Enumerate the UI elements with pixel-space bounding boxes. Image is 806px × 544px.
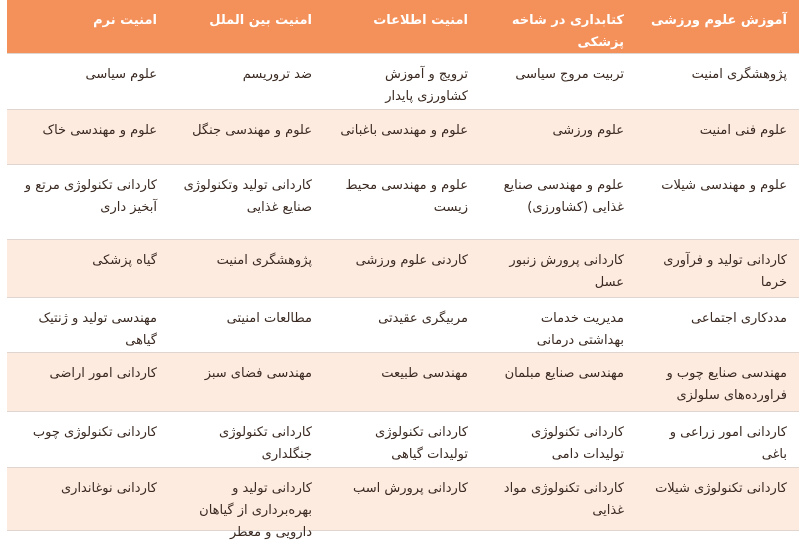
table-cell: مطالعات امنیتی [226, 311, 312, 326]
table-row [7, 165, 799, 240]
table-cell: کاردانی تولید وتکنولوژی صنایع غذایی [183, 178, 312, 215]
table-cell: مددکاری اجتماعی [691, 311, 787, 326]
table-cell: مهندسی تولید و ژنتیک گیاهی [38, 311, 157, 348]
table-cell: مهندسی صنایع مبلمان [504, 366, 624, 381]
table-cell: کاردنی علوم ورزشی [355, 253, 468, 268]
table-row [7, 110, 799, 165]
table-cell: مهندسی صنایع چوب و فراورده‌های سلولزی [666, 366, 787, 403]
table-row [7, 240, 799, 298]
majors-table [7, 0, 799, 540]
table-cell: کاردانی تکنولوژی چوب [32, 425, 157, 440]
table-row [7, 298, 799, 353]
table-cell: کاردانی تولید و فرآوری خرما [663, 253, 787, 290]
header-cell: امنیت بین الملل [209, 13, 312, 28]
table-header-row [7, 0, 799, 54]
header-cell: امنیت اطلاعات [373, 13, 468, 28]
table-cell: کاردانی تکنولوژی شیلات [655, 481, 787, 496]
table-cell: مدیریت خدمات بهداشتی درمانی [536, 311, 624, 348]
table-cell: کاردانی تکنولوژی تولیدات گیاهی [375, 425, 468, 462]
table-cell: علوم ورزشی [552, 123, 624, 138]
table-cell: مهندسی طبیعت [381, 366, 468, 381]
table-cell: مهندسی فضای سبز [204, 366, 312, 381]
table-cell: کاردانی تکنولوژی تولیدات دامی [531, 425, 624, 462]
table-row [7, 353, 799, 412]
table-cell: تربیت مروج سیاسی [515, 67, 624, 82]
table-cell: علوم سیاسی [85, 67, 157, 82]
table-cell: کاردانی تکنولوژی جنگلداری [219, 425, 312, 462]
table-row [7, 412, 799, 468]
table-cell: علوم و مهندسی خاک [42, 123, 157, 138]
table-cell: پژوهشگری امنیت [216, 253, 312, 268]
table-cell: کاردانی پرورش زنبور عسل [509, 253, 624, 290]
table-cell: ضد تروریسم [242, 67, 312, 82]
table-cell: ترویج و آموزش کشاورزی پایدار [384, 67, 468, 104]
table-cell: علوم فنی امنیت [699, 123, 787, 138]
table-cell: کاردانی تولید و بهره‌برداری از گیاهان دارویی و معطر [199, 481, 312, 540]
table-cell: گیاه پزشکی [92, 253, 157, 268]
header-cell: آموزش علوم ورزشی [651, 13, 787, 28]
header-cell: کتابداری در شاخه پزشکی [511, 13, 624, 50]
table-cell: علوم و مهندسی جنگل [192, 123, 312, 138]
table-cell: علوم و مهندسی باغبانی [340, 123, 468, 138]
table-cell: کاردانی امور زراعی و باغی [669, 425, 787, 462]
header-cell: امنیت نرم [93, 13, 157, 28]
table-row [7, 468, 799, 540]
table-cell: علوم و مهندسی محیط زیست [345, 178, 468, 215]
table-cell: کاردانی پرورش اسب [352, 481, 468, 496]
table-cell: کاردانی تکنولوژی مرتع و آبخیز داری [24, 178, 157, 215]
table-cell: کاردانی امور اراضی [49, 366, 157, 381]
table-cell: علوم و مهندسی صنایع غذایی (کشاورزی) [503, 178, 624, 215]
table-cell: علوم و مهندسی شیلات [661, 178, 787, 193]
table-cell: مربیگری عقیدتی [378, 311, 468, 326]
table-row [7, 54, 799, 110]
table-cell: کاردانی تکنولوژی مواد غذایی [503, 481, 624, 518]
table-cell: کاردانی نوغانداری [60, 481, 157, 496]
table-cell: پژوهشگری امنیت [691, 67, 787, 82]
